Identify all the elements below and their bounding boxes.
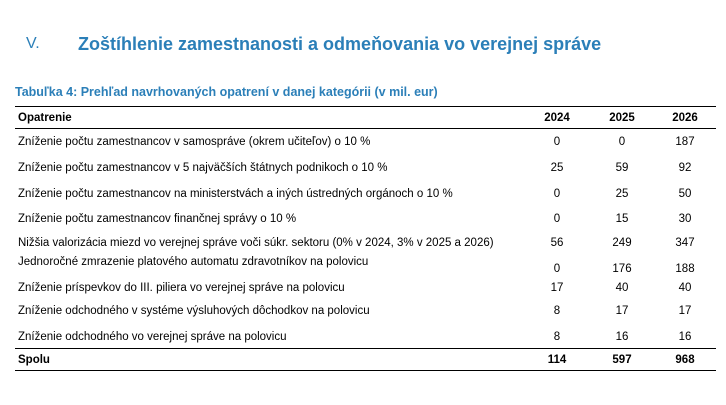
row-label: Jednoročné zmrazenie platového automatu zdravotníkov na polovicu bbox=[18, 256, 369, 268]
column-header-2026: 2026 bbox=[672, 111, 698, 124]
value-2024: 0 bbox=[553, 187, 561, 200]
row-label: Zníženie počtu zamestnancov v 5 najväčších štátnych podnikoch o 10 % bbox=[18, 161, 388, 174]
value-2026: 188 bbox=[675, 263, 695, 275]
section-title: Zoštíhlenie zamestnanosti a odmeňovania vo verejnej správe bbox=[78, 33, 602, 54]
table-total-row bbox=[15, 349, 716, 370]
row-label: Zníženie počtu zamestnancov v samospráve (okrem učiteľov) o 10 % bbox=[18, 136, 371, 148]
table-row bbox=[15, 180, 716, 207]
value-2024: 0 bbox=[553, 213, 561, 225]
section-number: V. bbox=[26, 35, 40, 52]
value-2025: 249 bbox=[612, 237, 632, 249]
section-heading bbox=[26, 31, 601, 57]
table-header-row bbox=[15, 107, 716, 128]
table-row bbox=[15, 207, 716, 231]
column-header-2025: 2025 bbox=[609, 111, 635, 124]
value-2024: 25 bbox=[550, 161, 564, 174]
total-label: Spolu bbox=[18, 353, 50, 366]
table-bottom-rule bbox=[15, 370, 716, 371]
value-2024: 0 bbox=[553, 136, 561, 148]
measures-table bbox=[15, 106, 716, 371]
table-row bbox=[15, 279, 716, 297]
row-label: Zníženie počtu zamestnancov na ministerstvách a iných ústredných orgánoch o 10 % bbox=[18, 187, 453, 200]
value-2024: 8 bbox=[553, 330, 561, 343]
value-2024: 8 bbox=[553, 305, 561, 317]
value-2026: 347 bbox=[675, 237, 695, 249]
total-2025: 597 bbox=[612, 353, 632, 366]
value-2024: 17 bbox=[550, 282, 564, 294]
table-row bbox=[15, 325, 716, 348]
table-caption: Tabuľka 4: Prehľad navrhovaných opatrení v danej kategórii (v mil. eur) bbox=[15, 85, 438, 99]
table-row bbox=[15, 129, 716, 155]
value-2026: 40 bbox=[678, 282, 692, 294]
column-header-2024: 2024 bbox=[544, 111, 570, 124]
row-label: Zníženie odchodného vo verejnej správe na polovicu bbox=[18, 330, 287, 343]
table-row bbox=[15, 231, 716, 255]
value-2025: 15 bbox=[615, 213, 629, 225]
value-2024: 56 bbox=[550, 237, 564, 249]
value-2026: 92 bbox=[678, 161, 692, 174]
column-header-measure: Opatrenie bbox=[18, 111, 72, 124]
total-2026: 968 bbox=[675, 353, 695, 366]
total-2024: 114 bbox=[547, 353, 567, 366]
table-row bbox=[15, 297, 716, 325]
row-label: Nižšia valorizácia miezd vo verejnej správe voči súkr. sektoru (0% v 2024, 3% v 2025 a 2026) bbox=[18, 237, 494, 249]
value-2026: 30 bbox=[678, 213, 692, 225]
value-2024: 0 bbox=[553, 263, 561, 275]
table-row bbox=[15, 255, 716, 279]
value-2025: 40 bbox=[615, 282, 629, 294]
value-2026: 50 bbox=[678, 187, 692, 200]
value-2025: 176 bbox=[612, 263, 632, 275]
row-label: Zníženie odchodného v systéme výsluhových dôchodkov na polovicu bbox=[18, 305, 370, 317]
value-2026: 187 bbox=[675, 136, 695, 148]
value-2026: 17 bbox=[678, 305, 692, 317]
row-label: Zníženie počtu zamestnancov finančnej správy o 10 % bbox=[18, 213, 297, 225]
value-2026: 16 bbox=[678, 330, 692, 343]
value-2025: 16 bbox=[615, 330, 629, 343]
value-2025: 17 bbox=[615, 305, 629, 317]
value-2025: 0 bbox=[618, 136, 626, 148]
value-2025: 59 bbox=[615, 161, 629, 174]
table-row bbox=[15, 155, 716, 180]
value-2025: 25 bbox=[615, 187, 629, 200]
row-label: Zníženie príspevkov do III. piliera vo verejnej správe na polovicu bbox=[18, 282, 345, 294]
